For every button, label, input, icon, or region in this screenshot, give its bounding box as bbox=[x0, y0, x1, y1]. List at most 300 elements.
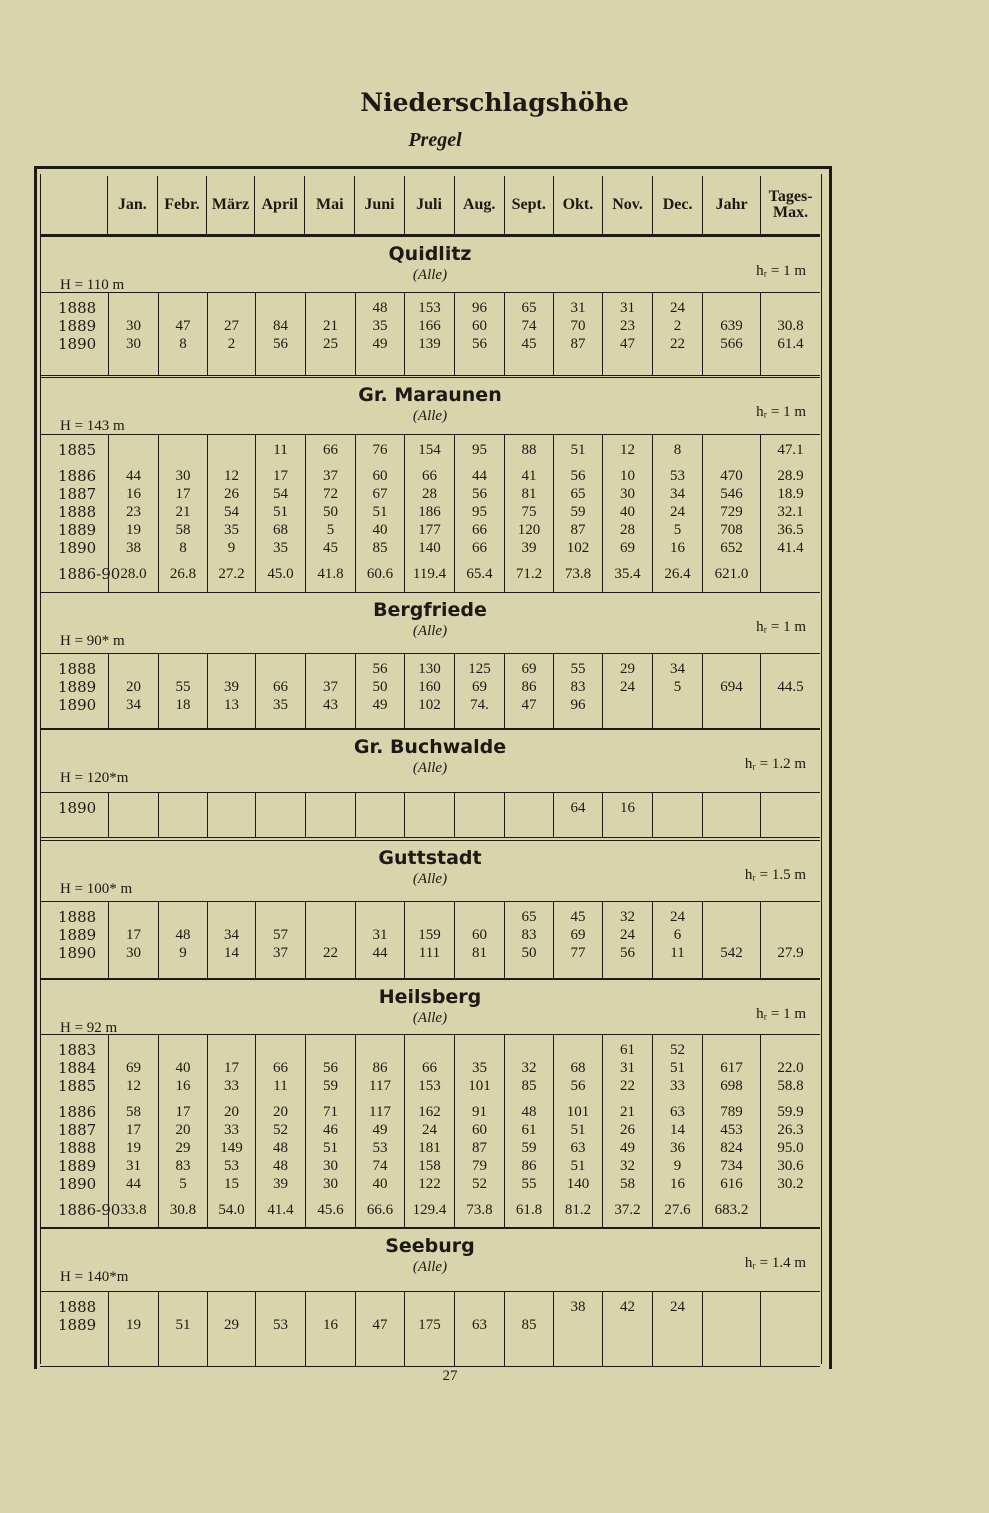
page-subtitle: Pregel bbox=[408, 129, 462, 151]
value-cell: 60.6 bbox=[366, 566, 394, 582]
value-cell: 566 bbox=[720, 336, 743, 352]
value-cell: 88 bbox=[521, 442, 537, 458]
value-cell: 81 bbox=[521, 486, 537, 502]
value-cell: 73.8 bbox=[466, 1202, 493, 1218]
value-cell: 57 bbox=[273, 927, 288, 943]
value-column bbox=[305, 1292, 355, 1366]
value-cell: 30.2 bbox=[777, 1176, 804, 1192]
value-column bbox=[454, 902, 504, 978]
value-cell: 36 bbox=[670, 1140, 685, 1156]
value-cell: 86 bbox=[521, 1158, 537, 1174]
value-cell: 621.0 bbox=[714, 566, 749, 582]
value-cell: 68 bbox=[273, 522, 288, 538]
value-cell: 39 bbox=[224, 679, 239, 695]
value-cell: 56 bbox=[273, 336, 288, 352]
value-cell: 69 bbox=[472, 679, 487, 695]
value-cell: 40 bbox=[620, 504, 635, 520]
value-column bbox=[760, 435, 820, 592]
gauge-height: hᵣ = 1.2 m bbox=[744, 756, 806, 772]
value-cell: 65 bbox=[521, 909, 537, 925]
value-cell: 28 bbox=[422, 486, 437, 502]
value-column bbox=[553, 793, 602, 837]
value-cell: 45 bbox=[323, 540, 338, 556]
value-cell: 47 bbox=[175, 318, 191, 334]
station-height: H = 100* m bbox=[60, 881, 133, 897]
value-cell: 77 bbox=[570, 945, 586, 961]
value-cell: 120 bbox=[517, 522, 541, 538]
value-cell: 40 bbox=[175, 1060, 191, 1076]
value-cell: 175 bbox=[418, 1317, 441, 1333]
value-cell: 158 bbox=[418, 1158, 441, 1174]
value-cell: 25 bbox=[323, 336, 338, 352]
value-cell: 24 bbox=[422, 1122, 437, 1138]
value-column bbox=[255, 435, 305, 592]
value-cell: 91 bbox=[472, 1104, 487, 1120]
value-cell: 83 bbox=[570, 679, 586, 695]
value-cell: 639 bbox=[720, 318, 743, 334]
value-cell: 30.8 bbox=[169, 1202, 197, 1218]
value-cell: 31 bbox=[620, 1060, 635, 1076]
value-cell: 52 bbox=[273, 1122, 288, 1138]
value-cell: 55 bbox=[570, 661, 586, 677]
value-cell: 21 bbox=[620, 1104, 635, 1120]
value-cell: 154 bbox=[418, 442, 441, 458]
value-cell: 17 bbox=[175, 1104, 191, 1120]
value-cell: 162 bbox=[418, 1104, 441, 1120]
station-river: (Alle) bbox=[412, 267, 448, 283]
value-cell: 87 bbox=[570, 522, 586, 538]
value-cell: 652 bbox=[720, 540, 743, 556]
value-cell: 708 bbox=[720, 522, 743, 538]
value-column bbox=[158, 1035, 207, 1227]
value-cell: 47 bbox=[372, 1317, 388, 1333]
value-cell: 37 bbox=[323, 679, 338, 695]
value-column bbox=[760, 902, 820, 978]
station-name: Guttstadt bbox=[378, 847, 482, 869]
value-column bbox=[652, 1035, 702, 1227]
station-block bbox=[40, 377, 820, 592]
header-cell: Okt. bbox=[553, 176, 602, 234]
value-cell: 32 bbox=[521, 1060, 537, 1076]
value-cell: 50 bbox=[521, 945, 537, 961]
year-cell: 1890 bbox=[58, 696, 97, 714]
value-cell: 30 bbox=[126, 336, 141, 352]
value-cell: 22.0 bbox=[777, 1060, 804, 1076]
value-cell: 119.4 bbox=[412, 566, 447, 582]
value-cell: 17 bbox=[126, 1122, 141, 1138]
value-cell: 59 bbox=[323, 1078, 338, 1094]
value-cell: 21 bbox=[323, 318, 338, 334]
year-cell: 1890 bbox=[58, 539, 97, 557]
header-cell: Jan. bbox=[107, 176, 157, 234]
year-cell: 1890 bbox=[58, 799, 97, 817]
year-cell: 1889 bbox=[58, 521, 97, 539]
year-cell: 1890 bbox=[58, 335, 97, 353]
value-cell: 47.1 bbox=[777, 442, 804, 458]
value-cell: 51 bbox=[175, 1317, 191, 1333]
year-cell: 1889 bbox=[58, 1157, 97, 1175]
value-cell: 23 bbox=[126, 504, 141, 520]
value-column bbox=[355, 1035, 404, 1227]
value-column bbox=[207, 435, 255, 592]
value-cell: 71.2 bbox=[515, 566, 543, 582]
station-name: Seeburg bbox=[385, 1235, 475, 1257]
value-column bbox=[652, 902, 702, 978]
value-cell: 28.0 bbox=[120, 566, 147, 582]
value-cell: 95 bbox=[472, 442, 487, 458]
value-cell: 44 bbox=[126, 1176, 141, 1192]
station-block bbox=[40, 1228, 820, 1365]
value-cell: 56 bbox=[620, 945, 635, 961]
value-cell: 27.2 bbox=[218, 566, 245, 582]
value-cell: 17 bbox=[273, 468, 288, 484]
value-column bbox=[355, 902, 404, 978]
value-column bbox=[760, 793, 820, 837]
year-cell: 1886-90 bbox=[58, 565, 121, 583]
value-cell: 87 bbox=[570, 336, 586, 352]
value-cell: 35.4 bbox=[614, 566, 641, 582]
value-column bbox=[760, 1035, 820, 1227]
value-cell: 32.1 bbox=[777, 504, 804, 520]
header-cell: Juli bbox=[404, 176, 454, 234]
value-column bbox=[652, 1292, 702, 1366]
station-name: Gr. Maraunen bbox=[358, 384, 502, 406]
value-cell: 56 bbox=[372, 661, 388, 677]
value-cell: 49 bbox=[372, 1122, 388, 1138]
value-column bbox=[504, 293, 553, 375]
value-cell: 59.9 bbox=[777, 1104, 804, 1120]
year-cell: 1888 bbox=[58, 1298, 97, 1316]
value-column bbox=[305, 293, 355, 375]
station-height: H = 143 m bbox=[60, 418, 125, 434]
value-cell: 616 bbox=[720, 1176, 743, 1192]
value-column bbox=[255, 902, 305, 978]
value-column bbox=[702, 654, 760, 728]
value-cell: 38 bbox=[126, 540, 141, 556]
value-cell: 34 bbox=[670, 661, 685, 677]
value-cell: 17 bbox=[175, 486, 191, 502]
value-cell: 48 bbox=[273, 1158, 288, 1174]
value-cell: 45.6 bbox=[317, 1202, 344, 1218]
value-cell: 61.8 bbox=[515, 1202, 543, 1218]
value-cell: 17 bbox=[126, 927, 141, 943]
value-cell: 75 bbox=[521, 504, 537, 520]
value-cell: 70 bbox=[570, 318, 586, 334]
value-cell: 66.6 bbox=[366, 1202, 394, 1218]
value-cell: 470 bbox=[720, 468, 743, 484]
value-cell: 48 bbox=[372, 300, 388, 316]
value-column bbox=[255, 293, 305, 375]
value-column bbox=[108, 1292, 158, 1366]
value-cell: 20 bbox=[126, 679, 141, 695]
year-cell: 1886-90 bbox=[58, 1201, 121, 1219]
year-cell: 1887 bbox=[58, 485, 97, 503]
value-column bbox=[207, 1035, 255, 1227]
value-column bbox=[255, 1035, 305, 1227]
value-cell: 27 bbox=[224, 318, 239, 334]
value-column bbox=[355, 793, 404, 837]
year-cell: 1887 bbox=[58, 1121, 97, 1139]
value-column bbox=[355, 293, 404, 375]
value-cell: 86 bbox=[372, 1060, 388, 1076]
value-column bbox=[553, 902, 602, 978]
value-cell: 153 bbox=[418, 1078, 441, 1094]
value-cell: 33 bbox=[670, 1078, 685, 1094]
value-cell: 41.4 bbox=[267, 1202, 294, 1218]
value-cell: 30 bbox=[126, 945, 141, 961]
value-cell: 19 bbox=[126, 1317, 141, 1333]
value-cell: 60 bbox=[372, 468, 388, 484]
value-cell: 51 bbox=[570, 1158, 586, 1174]
value-cell: 58 bbox=[126, 1104, 141, 1120]
value-column bbox=[108, 902, 158, 978]
value-cell: 96 bbox=[472, 300, 487, 316]
value-cell: 11 bbox=[273, 442, 288, 458]
station-data-grid bbox=[40, 653, 820, 729]
value-cell: 13 bbox=[224, 697, 239, 713]
value-cell: 63 bbox=[570, 1140, 586, 1156]
value-cell: 59 bbox=[521, 1140, 537, 1156]
value-cell: 30 bbox=[323, 1176, 338, 1192]
value-cell: 60 bbox=[472, 1122, 487, 1138]
year-column bbox=[40, 1035, 121, 1227]
value-cell: 24 bbox=[670, 909, 685, 925]
value-cell: 44 bbox=[472, 468, 487, 484]
year-cell: 1889 bbox=[58, 317, 97, 335]
value-cell: 54 bbox=[273, 486, 288, 502]
value-cell: 65.4 bbox=[466, 566, 493, 582]
header-cell: Tages-Max. bbox=[760, 176, 820, 234]
value-cell: 52 bbox=[670, 1042, 685, 1058]
year-cell: 1885 bbox=[58, 441, 97, 459]
value-cell: 55 bbox=[521, 1176, 537, 1192]
value-column bbox=[602, 902, 652, 978]
value-cell: 50 bbox=[372, 679, 388, 695]
value-column bbox=[108, 1035, 158, 1227]
value-cell: 56 bbox=[570, 1078, 586, 1094]
value-column bbox=[504, 793, 553, 837]
value-cell: 96 bbox=[570, 697, 586, 713]
page-title: Niederschlagshöhe bbox=[360, 88, 629, 117]
value-cell: 42 bbox=[620, 1299, 635, 1315]
value-cell: 50 bbox=[323, 504, 338, 520]
station-data-grid bbox=[40, 1034, 820, 1228]
value-cell: 67 bbox=[372, 486, 388, 502]
value-cell: 31 bbox=[126, 1158, 141, 1174]
value-cell: 38 bbox=[570, 1299, 586, 1315]
value-cell: 81.2 bbox=[564, 1202, 592, 1218]
value-cell: 40 bbox=[372, 1176, 388, 1192]
value-cell: 12 bbox=[224, 468, 239, 484]
value-column bbox=[702, 293, 760, 375]
value-column bbox=[404, 1035, 454, 1227]
station-height: H = 90* m bbox=[60, 633, 125, 649]
value-column bbox=[404, 1292, 454, 1366]
year-column bbox=[40, 435, 121, 592]
year-cell: 1889 bbox=[58, 1316, 97, 1334]
value-cell: 2 bbox=[673, 318, 682, 334]
value-cell: 5 bbox=[673, 522, 682, 538]
value-cell: 83 bbox=[521, 927, 537, 943]
value-cell: 8 bbox=[179, 540, 187, 556]
value-cell: 24 bbox=[670, 504, 685, 520]
value-cell: 734 bbox=[720, 1158, 743, 1174]
value-cell: 66 bbox=[472, 522, 487, 538]
value-cell: 51 bbox=[670, 1060, 685, 1076]
value-cell: 61.4 bbox=[777, 336, 804, 352]
value-cell: 129.4 bbox=[412, 1202, 447, 1218]
value-cell: 74 bbox=[372, 1158, 388, 1174]
header-cell: Aug. bbox=[454, 176, 504, 234]
value-column bbox=[305, 435, 355, 592]
header-cell: Juni bbox=[354, 176, 403, 234]
value-cell: 60 bbox=[472, 318, 487, 334]
value-cell: 46 bbox=[323, 1122, 338, 1138]
year-cell: 1890 bbox=[58, 944, 97, 962]
value-cell: 53 bbox=[372, 1140, 388, 1156]
value-column bbox=[355, 1292, 404, 1366]
value-cell: 53 bbox=[670, 468, 685, 484]
value-cell: 117 bbox=[369, 1104, 391, 1120]
value-cell: 789 bbox=[720, 1104, 743, 1120]
value-cell: 24 bbox=[670, 300, 685, 316]
value-cell: 729 bbox=[720, 504, 743, 520]
value-cell: 65 bbox=[570, 486, 586, 502]
value-cell: 29 bbox=[224, 1317, 239, 1333]
value-cell: 153 bbox=[418, 300, 441, 316]
header-cell bbox=[40, 176, 107, 234]
value-cell: 51 bbox=[372, 504, 388, 520]
value-cell: 453 bbox=[720, 1122, 743, 1138]
value-cell: 140 bbox=[566, 1176, 590, 1192]
value-cell: 15 bbox=[224, 1176, 239, 1192]
value-column bbox=[504, 1292, 553, 1366]
value-column bbox=[602, 1292, 652, 1366]
value-cell: 63 bbox=[670, 1104, 685, 1120]
page-number: 27 bbox=[442, 1368, 458, 1384]
value-cell: 27.6 bbox=[664, 1202, 691, 1218]
value-cell: 16 bbox=[670, 1176, 685, 1192]
value-cell: 16 bbox=[323, 1317, 338, 1333]
table-header-row bbox=[40, 176, 820, 236]
value-cell: 30 bbox=[323, 1158, 338, 1174]
value-cell: 29 bbox=[175, 1140, 191, 1156]
value-cell: 30.6 bbox=[777, 1158, 804, 1174]
value-column bbox=[702, 902, 760, 978]
station-height: H = 140*m bbox=[60, 1269, 129, 1285]
value-cell: 49 bbox=[372, 697, 388, 713]
value-cell: 9 bbox=[673, 1158, 682, 1174]
value-cell: 28.9 bbox=[777, 468, 804, 484]
value-cell: 16 bbox=[670, 540, 685, 556]
value-cell: 31 bbox=[372, 927, 388, 943]
value-column bbox=[652, 654, 702, 728]
value-column bbox=[404, 902, 454, 978]
value-cell: 68 bbox=[570, 1060, 586, 1076]
value-cell: 51 bbox=[570, 442, 586, 458]
station-block bbox=[40, 840, 820, 979]
header-cell: Sept. bbox=[504, 176, 553, 234]
value-column bbox=[404, 793, 454, 837]
value-cell: 101 bbox=[468, 1078, 491, 1094]
value-cell: 95.0 bbox=[777, 1140, 804, 1156]
value-cell: 34 bbox=[126, 697, 141, 713]
year-column bbox=[40, 902, 108, 978]
value-column bbox=[504, 902, 553, 978]
value-cell: 32 bbox=[620, 1158, 635, 1174]
value-cell: 44 bbox=[372, 945, 388, 961]
value-cell: 45 bbox=[521, 336, 537, 352]
value-cell: 45.0 bbox=[267, 566, 294, 582]
value-cell: 41.4 bbox=[777, 540, 804, 556]
value-cell: 16 bbox=[126, 486, 141, 502]
value-column bbox=[702, 1035, 760, 1227]
value-cell: 9 bbox=[227, 540, 236, 556]
value-column bbox=[158, 435, 207, 592]
value-cell: 139 bbox=[418, 336, 441, 352]
station-data-grid bbox=[40, 292, 820, 376]
station-river: (Alle) bbox=[412, 623, 448, 639]
gauge-height: hᵣ = 1 m bbox=[756, 619, 806, 635]
value-cell: 5 bbox=[673, 679, 682, 695]
value-cell: 11 bbox=[670, 945, 685, 961]
value-cell: 39 bbox=[273, 1176, 288, 1192]
value-cell: 160 bbox=[418, 679, 441, 695]
value-column bbox=[158, 793, 207, 837]
value-cell: 125 bbox=[468, 661, 491, 677]
value-cell: 47 bbox=[521, 697, 537, 713]
station-river: (Alle) bbox=[412, 1010, 448, 1026]
value-cell: 16 bbox=[175, 1078, 191, 1094]
value-cell: 58 bbox=[175, 522, 191, 538]
value-cell: 59 bbox=[570, 504, 586, 520]
value-column bbox=[207, 902, 255, 978]
value-cell: 66 bbox=[273, 1060, 288, 1076]
value-cell: 34 bbox=[224, 927, 239, 943]
value-cell: 617 bbox=[720, 1060, 743, 1076]
value-cell: 37.2 bbox=[614, 1202, 641, 1218]
value-column bbox=[553, 293, 602, 375]
value-column bbox=[158, 293, 207, 375]
year-cell: 1888 bbox=[58, 1139, 97, 1157]
year-cell: 1885 bbox=[58, 1077, 97, 1095]
year-column bbox=[40, 793, 108, 837]
value-cell: 30 bbox=[126, 318, 141, 334]
station-name: Quidlitz bbox=[388, 243, 472, 265]
header-cell: Jahr bbox=[702, 176, 760, 234]
value-column bbox=[602, 654, 652, 728]
value-column bbox=[355, 435, 404, 592]
value-cell: 35 bbox=[273, 697, 288, 713]
value-cell: 11 bbox=[273, 1078, 288, 1094]
value-cell: 32 bbox=[620, 909, 635, 925]
header-cell: März bbox=[206, 176, 254, 234]
value-column bbox=[454, 1292, 504, 1366]
value-cell: 69 bbox=[570, 927, 586, 943]
value-cell: 29 bbox=[620, 661, 635, 677]
value-cell: 21 bbox=[175, 504, 191, 520]
year-cell: 1889 bbox=[58, 678, 97, 696]
value-cell: 26.3 bbox=[777, 1122, 804, 1138]
value-cell: 52 bbox=[472, 1176, 487, 1192]
value-cell: 51 bbox=[273, 504, 288, 520]
value-cell: 5 bbox=[326, 522, 335, 538]
year-column bbox=[40, 654, 108, 728]
value-cell: 45 bbox=[570, 909, 586, 925]
value-cell: 26 bbox=[620, 1122, 635, 1138]
value-cell: 39 bbox=[521, 540, 537, 556]
year-column bbox=[40, 1292, 108, 1366]
